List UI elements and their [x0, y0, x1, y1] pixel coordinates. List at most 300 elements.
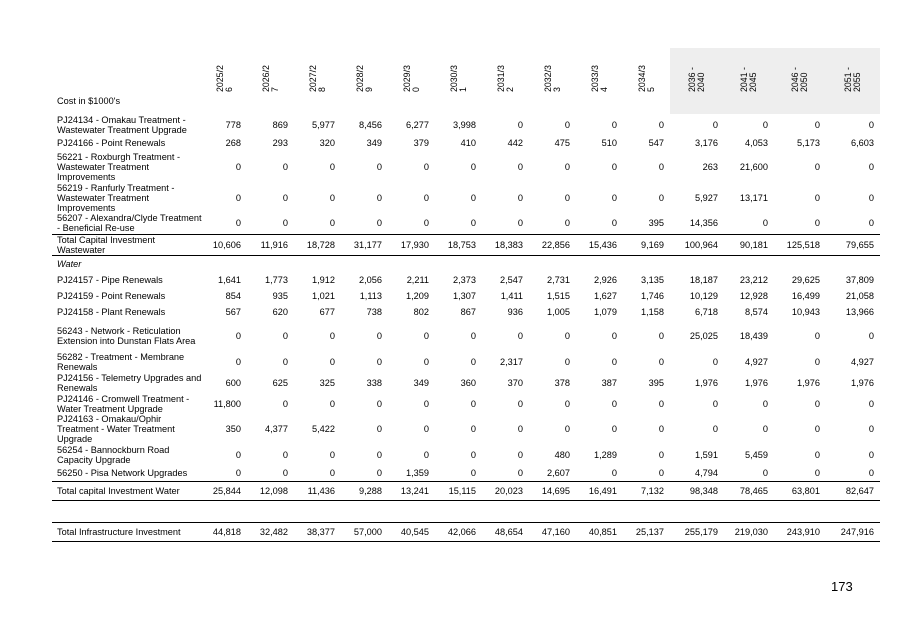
table-header-row [52, 48, 880, 114]
value-cell: 1,976 [745, 377, 768, 388]
value-cell: 243,910 [774, 522, 826, 541]
value-cell: 32,482 [247, 522, 294, 541]
column-header-line: 2 [504, 87, 515, 92]
value-cell: 0 [868, 330, 874, 341]
value-cell: 2,731 [547, 275, 570, 285]
value-cell: 47,160 [529, 522, 576, 541]
value-cell: 0 [470, 161, 476, 172]
value-cell: 0 [517, 467, 523, 478]
table-row [52, 465, 880, 481]
value-cell: 48,654 [482, 522, 529, 541]
value-cell: 22,856 [529, 234, 576, 255]
value-cell: 442 [507, 138, 523, 148]
row-label: PJ24163 - Omakau/Ophir Treatment - Water Treatment Upgrade [57, 414, 175, 444]
value-cell: 18,439 [739, 330, 768, 341]
value-cell: 0 [868, 424, 874, 434]
value-cell: 802 [413, 307, 429, 317]
value-cell: 6,603 [851, 138, 874, 148]
value-cell: 21,600 [739, 161, 768, 172]
value-cell: 1,158 [641, 307, 664, 317]
column-header-label [688, 40, 706, 92]
value-cell: 0 [564, 356, 570, 367]
value-cell: 0 [611, 192, 617, 203]
column-header-line: 2027/2 [307, 65, 318, 92]
value-cell: 0 [611, 161, 617, 172]
value-cell: 854 [225, 291, 241, 301]
value-cell: 0 [868, 119, 874, 130]
value-cell: 7,132 [623, 481, 670, 500]
value-cell: 5,173 [797, 138, 820, 148]
value-cell [435, 255, 482, 272]
value-cell: 5,927 [695, 192, 718, 203]
value-cell: 3,135 [641, 275, 664, 285]
value-cell: 338 [366, 377, 382, 388]
row-label: PJ24146 - Cromwell Treatment - Water Treatment Upgrade [57, 393, 190, 414]
value-cell: 0 [470, 330, 476, 341]
value-cell [529, 500, 576, 522]
value-cell: 4,053 [745, 138, 768, 148]
column-header-line: 2055 [852, 72, 862, 92]
value-cell: 21,058 [845, 291, 874, 301]
value-cell: 0 [564, 161, 570, 172]
value-cell: 1,209 [406, 291, 429, 301]
row-label: PJ24159 - Point Renewals [57, 291, 166, 301]
value-cell: 395 [648, 218, 664, 229]
column-header-line: 2032/3 [542, 65, 553, 92]
value-cell [482, 255, 529, 272]
value-cell [826, 255, 880, 272]
value-cell: 0 [814, 192, 820, 203]
column-header-line: 4 [598, 87, 609, 92]
value-cell [826, 500, 880, 522]
value-cell: 0 [470, 192, 476, 203]
value-cell: 10,606 [202, 234, 247, 255]
value-cell [482, 500, 529, 522]
column-header [826, 48, 880, 114]
value-cell: 37,809 [845, 275, 874, 285]
table-row [52, 151, 880, 182]
row-label: PJ24156 - Telemetry Upgrades and Renewals [57, 372, 202, 393]
value-cell [388, 500, 435, 522]
value-cell: 0 [423, 424, 429, 434]
column-header-line: 3 [551, 87, 562, 92]
column-header-line: 6 [223, 87, 234, 92]
value-cell: 0 [282, 449, 288, 460]
value-cell: 349 [366, 138, 382, 148]
column-header-line: 0 [410, 87, 421, 92]
value-cell: 0 [868, 398, 874, 409]
column-header-line: 2034/3 [636, 65, 647, 92]
value-cell: 387 [601, 377, 617, 388]
value-cell: 480 [554, 449, 570, 460]
value-cell: 0 [814, 449, 820, 460]
table-row [52, 304, 880, 320]
value-cell: 18,383 [482, 234, 529, 255]
value-cell: 0 [611, 356, 617, 367]
value-cell: 31,177 [341, 234, 388, 255]
value-cell: 0 [762, 424, 768, 434]
value-cell: 0 [376, 330, 382, 341]
value-cell [247, 255, 294, 272]
value-cell [294, 500, 341, 522]
value-cell: 1,976 [797, 377, 820, 388]
row-label: Total capital Investment Water [52, 481, 202, 500]
value-cell: 18,187 [689, 275, 718, 285]
table-row [52, 272, 880, 288]
capital-investment-table [52, 48, 880, 542]
value-cell: 0 [376, 398, 382, 409]
table-row [52, 393, 880, 414]
value-cell: 0 [517, 161, 523, 172]
value-cell: 0 [762, 467, 768, 478]
value-cell: 0 [470, 218, 476, 229]
value-cell: 0 [611, 330, 617, 341]
column-header [623, 48, 670, 114]
value-cell: 0 [611, 398, 617, 409]
value-cell: 0 [376, 218, 382, 229]
table-row [52, 213, 880, 234]
row-label: 56221 - Roxburgh Treatment - Wastewater Treatment Improvements [57, 151, 181, 182]
value-cell: 0 [658, 449, 664, 460]
value-cell: 0 [611, 119, 617, 130]
value-cell: 0 [564, 424, 570, 434]
value-cell: 0 [814, 161, 820, 172]
value-cell: 57,000 [341, 522, 388, 541]
value-cell: 0 [329, 449, 335, 460]
value-cell: 0 [376, 161, 382, 172]
value-cell: 1,307 [453, 291, 476, 301]
value-cell: 0 [470, 356, 476, 367]
value-cell: 16,491 [576, 481, 623, 500]
value-cell: 82,647 [826, 481, 880, 500]
column-header-label [403, 40, 421, 92]
value-cell: 255,179 [670, 522, 724, 541]
value-cell: 0 [814, 330, 820, 341]
value-cell: 625 [272, 377, 288, 388]
total-row [52, 522, 880, 541]
column-header-label [309, 40, 327, 92]
value-cell: 0 [814, 218, 820, 229]
value-cell: 936 [507, 307, 523, 317]
value-cell: 510 [601, 138, 617, 148]
value-cell: 0 [235, 467, 241, 478]
value-cell: 4,927 [851, 356, 874, 367]
value-cell [341, 500, 388, 522]
value-cell: 29,625 [791, 275, 820, 285]
column-header [482, 48, 529, 114]
value-cell: 350 [225, 424, 241, 434]
value-cell: 263 [702, 161, 718, 172]
row-label: 56243 - Network - Reticulation Extension into Dunstan Flats Area [57, 325, 196, 346]
value-cell: 0 [423, 218, 429, 229]
value-cell: 410 [460, 138, 476, 148]
value-cell: 0 [517, 330, 523, 341]
value-cell: 14,695 [529, 481, 576, 500]
value-cell: 0 [423, 356, 429, 367]
value-cell: 0 [814, 119, 820, 130]
value-cell: 17,930 [388, 234, 435, 255]
value-cell: 0 [329, 192, 335, 203]
value-cell: 0 [712, 424, 718, 434]
value-cell: 6,718 [695, 307, 718, 317]
total-row [52, 234, 880, 255]
value-cell [724, 500, 774, 522]
value-cell [774, 255, 826, 272]
value-cell [576, 255, 623, 272]
value-cell: 567 [225, 307, 241, 317]
table-row [52, 372, 880, 393]
value-cell: 5,422 [312, 424, 335, 434]
value-cell: 2,373 [453, 275, 476, 285]
row-label: Total Capital Investment Wastewater [52, 234, 202, 255]
value-cell [202, 255, 247, 272]
row-label [52, 500, 202, 522]
value-cell: 0 [712, 356, 718, 367]
value-cell: 0 [470, 449, 476, 460]
value-cell: 0 [376, 467, 382, 478]
value-cell: 620 [272, 307, 288, 317]
value-cell: 15,115 [435, 481, 482, 500]
value-cell: 0 [517, 192, 523, 203]
value-cell: 78,465 [724, 481, 774, 500]
value-cell: 0 [235, 356, 241, 367]
value-cell: 1,515 [547, 291, 570, 301]
column-header [247, 48, 294, 114]
value-cell: 738 [366, 307, 382, 317]
value-cell: 79,655 [826, 234, 880, 255]
value-cell: 378 [554, 377, 570, 388]
value-cell: 11,800 [213, 398, 241, 409]
column-header-line: 2033/3 [589, 65, 600, 92]
value-cell: 0 [235, 161, 241, 172]
column-header-line: 2046 - [790, 67, 800, 92]
column-header-label [591, 40, 609, 92]
value-cell: 0 [235, 192, 241, 203]
value-cell: 4,377 [265, 424, 288, 434]
column-header-label [844, 40, 862, 92]
value-cell: 1,773 [265, 275, 288, 285]
column-header-line: 2051 - [843, 67, 853, 92]
value-cell: 0 [868, 467, 874, 478]
value-cell: 0 [868, 218, 874, 229]
column-header-label [450, 40, 468, 92]
column-header [724, 48, 774, 114]
section-row [52, 255, 880, 272]
value-cell: 0 [282, 330, 288, 341]
row-label: 56282 - Treatment - Membrane Renewals [57, 351, 185, 372]
value-cell: 0 [329, 398, 335, 409]
column-header-line: 7 [269, 87, 280, 92]
value-cell [774, 500, 826, 522]
value-cell: 0 [376, 192, 382, 203]
value-cell: 0 [712, 119, 718, 130]
column-header-label [216, 40, 234, 92]
row-label: Total Infrastructure Investment [52, 522, 202, 541]
row-label: 56254 - Bannockburn Road Capacity Upgrade [57, 444, 170, 465]
value-cell: 1,641 [218, 275, 241, 285]
value-cell: 42,066 [435, 522, 482, 541]
value-cell: 90,181 [724, 234, 774, 255]
value-cell: 18,753 [435, 234, 482, 255]
column-header [341, 48, 388, 114]
column-header-label [791, 40, 809, 92]
value-cell: 0 [470, 467, 476, 478]
value-cell: 20,023 [482, 481, 529, 500]
value-cell: 360 [460, 377, 476, 388]
value-cell: 0 [282, 161, 288, 172]
value-cell: 869 [272, 119, 288, 130]
row-label: Water [52, 255, 202, 272]
value-cell: 38,377 [294, 522, 341, 541]
value-cell [435, 500, 482, 522]
value-cell: 1,005 [547, 307, 570, 317]
value-cell: 0 [712, 398, 718, 409]
value-cell: 25,025 [689, 330, 718, 341]
table-row [52, 351, 880, 372]
value-cell: 0 [235, 330, 241, 341]
value-cell: 2,607 [547, 467, 570, 478]
value-cell: 320 [319, 138, 335, 148]
total-row [52, 481, 880, 500]
value-cell: 2,547 [500, 275, 523, 285]
column-header-line: 2028/2 [354, 65, 365, 92]
value-cell [341, 255, 388, 272]
value-cell: 0 [658, 119, 664, 130]
value-cell: 0 [423, 398, 429, 409]
value-cell: 0 [611, 424, 617, 434]
value-cell: 0 [868, 161, 874, 172]
table-row [52, 114, 880, 135]
value-cell: 0 [658, 356, 664, 367]
value-cell: 0 [868, 192, 874, 203]
value-cell: 1,976 [851, 377, 874, 388]
value-cell: 0 [376, 449, 382, 460]
value-cell: 100,964 [670, 234, 724, 255]
column-header-label [740, 40, 758, 92]
value-cell: 16,499 [791, 291, 820, 301]
value-cell: 40,851 [576, 522, 623, 541]
value-cell: 0 [517, 398, 523, 409]
value-cell [294, 255, 341, 272]
value-cell: 0 [611, 218, 617, 229]
value-cell: 0 [564, 398, 570, 409]
value-cell: 0 [423, 192, 429, 203]
value-cell: 0 [517, 119, 523, 130]
value-cell: 935 [272, 291, 288, 301]
value-cell: 5,459 [745, 449, 768, 460]
value-cell: 0 [762, 119, 768, 130]
table-row [52, 182, 880, 213]
column-header [435, 48, 482, 114]
value-cell: 10,129 [689, 291, 718, 301]
value-cell: 0 [517, 424, 523, 434]
table-row [52, 288, 880, 304]
value-cell: 0 [564, 119, 570, 130]
value-cell: 0 [517, 218, 523, 229]
value-cell: 325 [319, 377, 335, 388]
value-cell: 0 [658, 424, 664, 434]
value-cell: 778 [225, 119, 241, 130]
value-cell: 0 [814, 356, 820, 367]
value-cell: 8,574 [745, 307, 768, 317]
value-cell: 10,943 [791, 307, 820, 317]
value-cell: 0 [376, 356, 382, 367]
value-cell [388, 255, 435, 272]
value-cell: 6,277 [406, 119, 429, 130]
value-cell: 0 [423, 161, 429, 172]
value-cell: 3,176 [695, 138, 718, 148]
value-cell: 219,030 [724, 522, 774, 541]
value-cell [576, 500, 623, 522]
value-cell: 0 [282, 192, 288, 203]
column-header-line: 9 [363, 87, 374, 92]
row-label: 56207 - Alexandra/Clyde Treatment - Beneficial Re-use [57, 213, 202, 234]
value-cell: 0 [814, 424, 820, 434]
table-row [52, 444, 880, 465]
value-cell: 1,591 [695, 449, 718, 460]
column-header-label [262, 40, 280, 92]
value-cell: 98,348 [670, 481, 724, 500]
value-cell: 63,801 [774, 481, 826, 500]
value-cell [623, 500, 670, 522]
value-cell [202, 500, 247, 522]
value-cell: 2,926 [594, 275, 617, 285]
row-label: 56250 - Pisa Network Upgrades [57, 467, 188, 478]
value-cell: 1,079 [594, 307, 617, 317]
value-cell: 0 [329, 330, 335, 341]
column-header-line: 2036 - [687, 67, 697, 92]
value-cell: 12,098 [247, 481, 294, 500]
value-cell: 395 [648, 377, 664, 388]
value-cell: 1,912 [312, 275, 335, 285]
value-cell: 0 [329, 218, 335, 229]
value-cell: 0 [611, 467, 617, 478]
value-cell: 867 [460, 307, 476, 317]
value-cell: 268 [225, 138, 241, 148]
column-header-line: 2031/3 [495, 65, 506, 92]
row-label: PJ24166 - Point Renewals [57, 138, 166, 148]
value-cell: 15,436 [576, 234, 623, 255]
value-cell: 3,998 [453, 119, 476, 130]
value-cell: 0 [814, 398, 820, 409]
column-header-label [497, 40, 515, 92]
column-header-line: 2030/3 [448, 65, 459, 92]
value-cell: 2,056 [359, 275, 382, 285]
value-cell: 1,359 [406, 467, 429, 478]
value-cell: 0 [329, 467, 335, 478]
value-cell: 349 [413, 377, 429, 388]
value-cell: 0 [658, 330, 664, 341]
value-cell: 1,289 [594, 449, 617, 460]
column-header-label [544, 40, 562, 92]
value-cell: 4,794 [695, 467, 718, 478]
value-cell: 2,317 [500, 356, 523, 367]
value-cell: 247,916 [826, 522, 880, 541]
column-header [202, 48, 247, 114]
value-cell: 1,976 [695, 377, 718, 388]
value-cell: 1,021 [312, 291, 335, 301]
value-cell: 9,169 [623, 234, 670, 255]
column-header-line: 2050 [799, 72, 809, 92]
column-header [294, 48, 341, 114]
value-cell: 125,518 [774, 234, 826, 255]
table-row [52, 414, 880, 444]
value-cell: 379 [413, 138, 429, 148]
value-cell [670, 500, 724, 522]
column-header-line: 2026/2 [260, 65, 271, 92]
value-cell: 0 [658, 161, 664, 172]
value-cell: 0 [470, 424, 476, 434]
